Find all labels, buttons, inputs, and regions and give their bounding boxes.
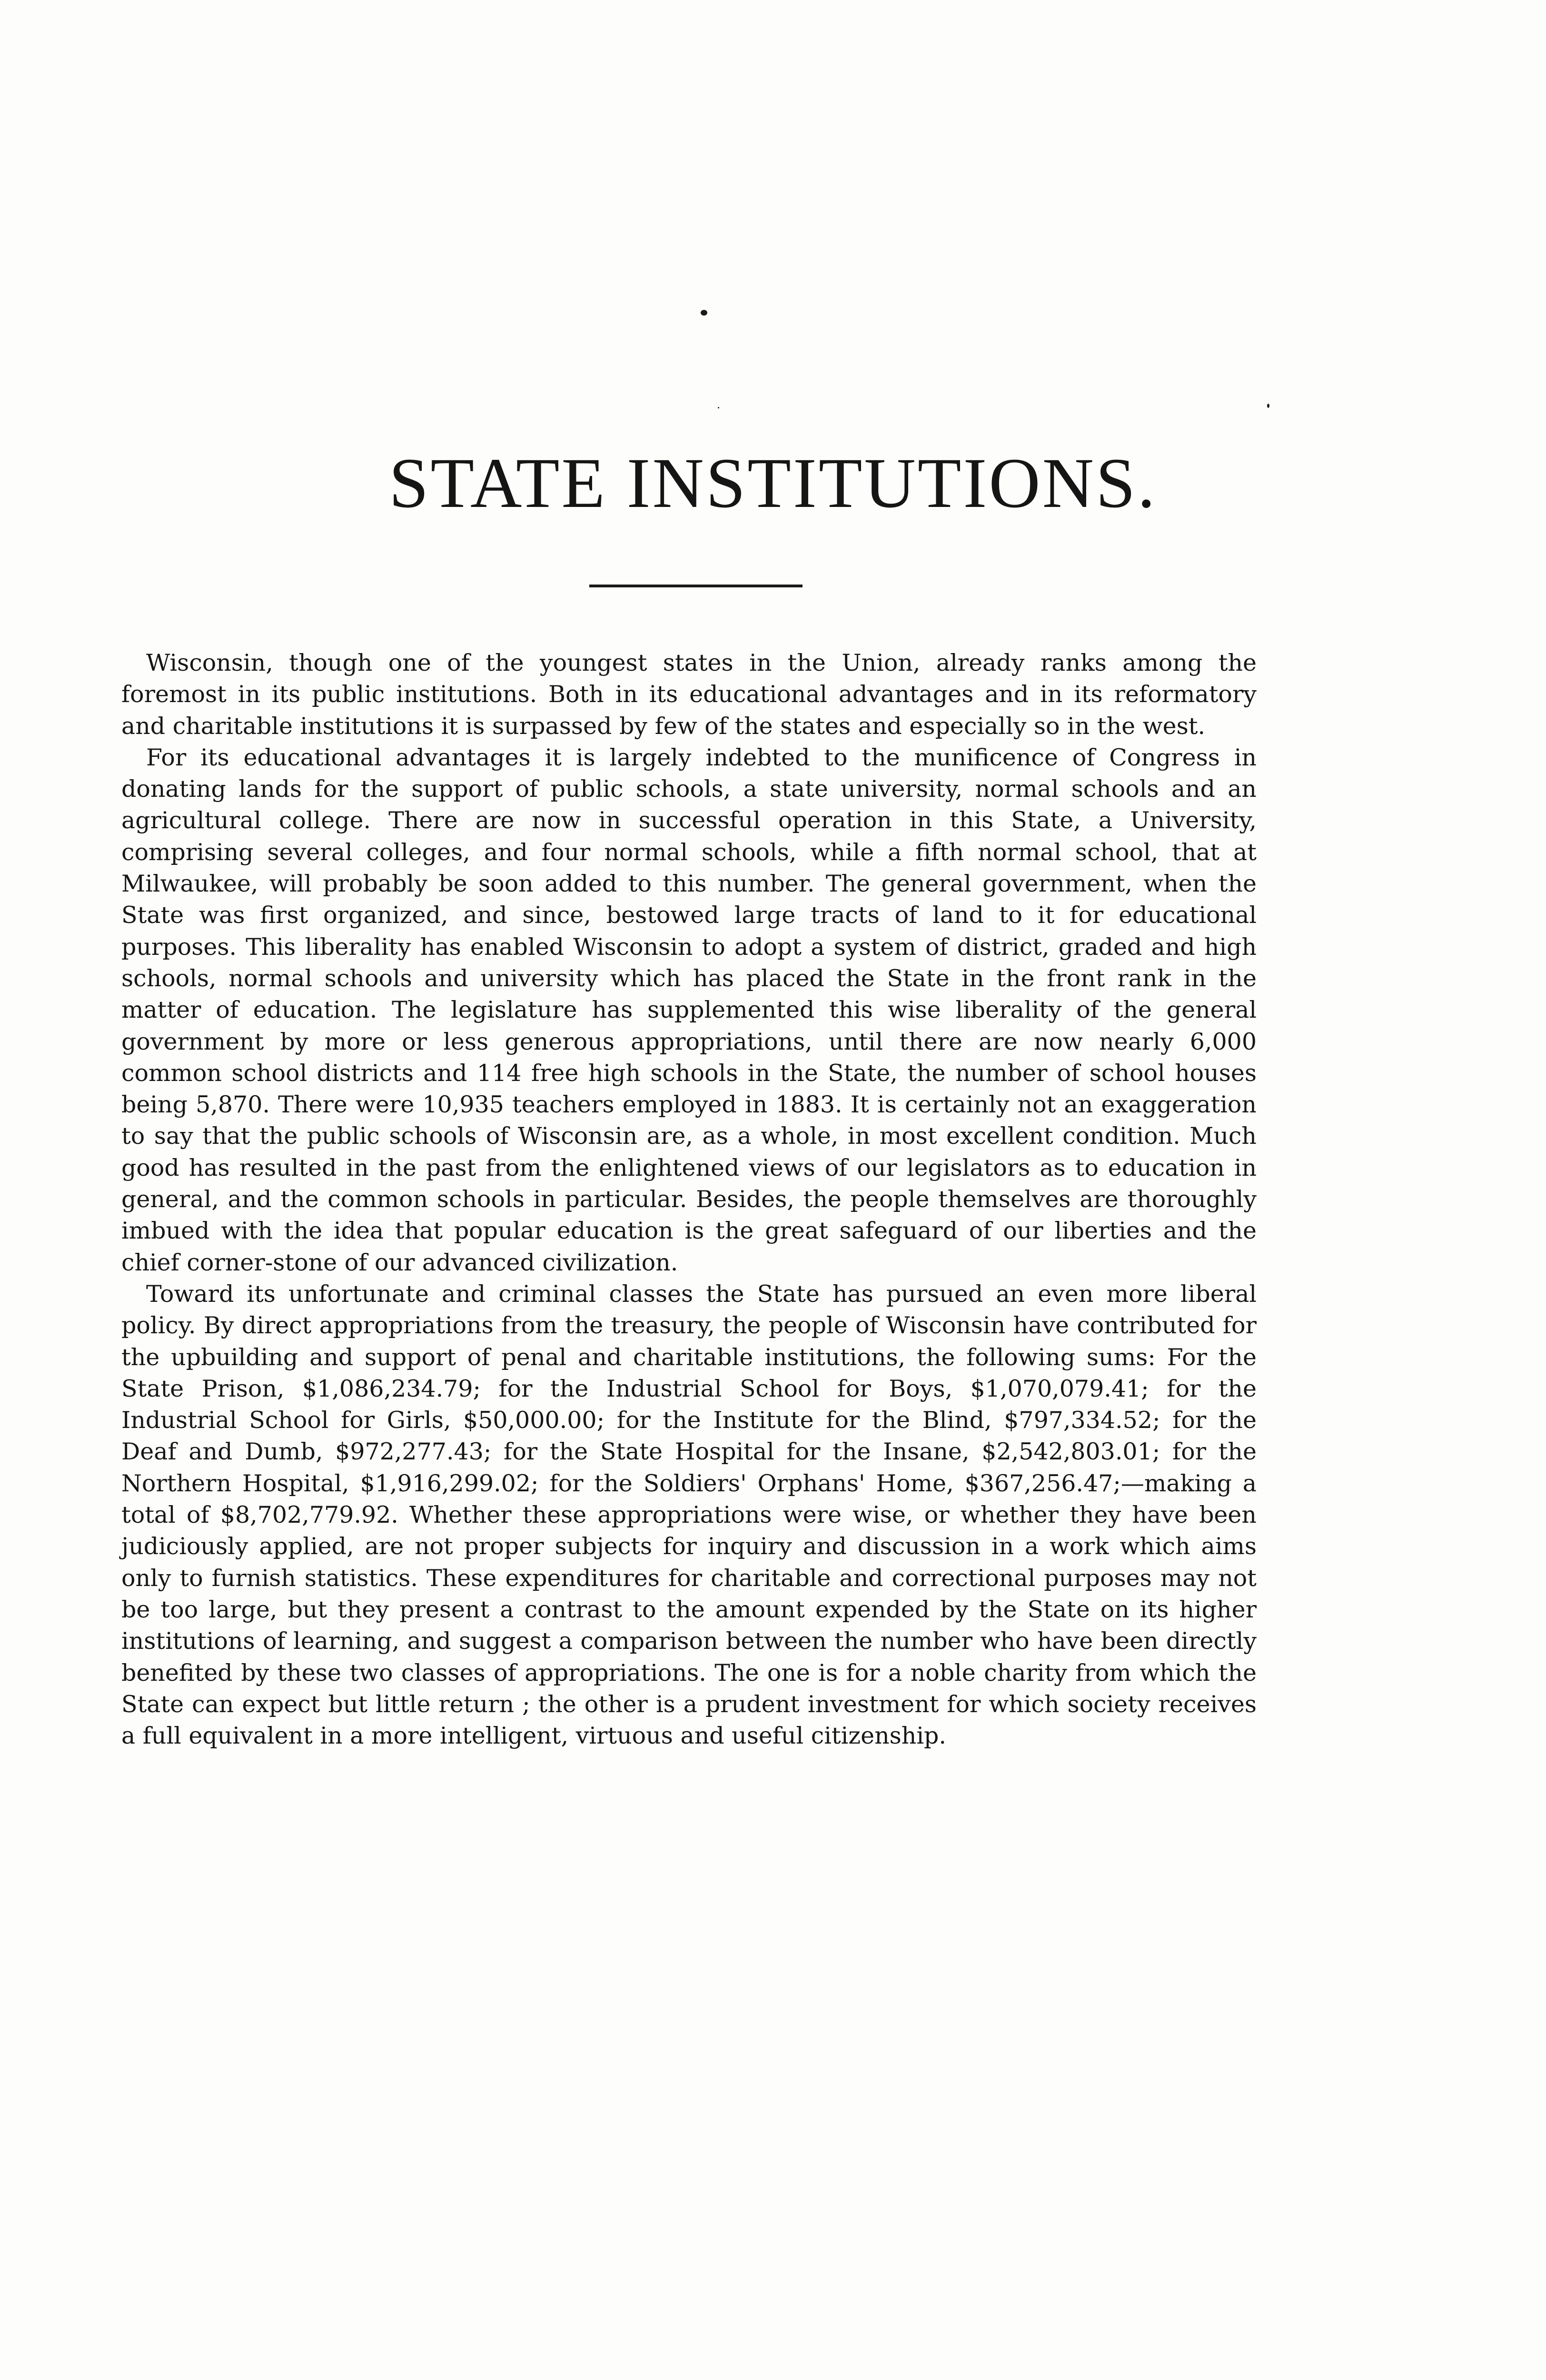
ink-speck-mark xyxy=(701,310,707,316)
paragraph-intro: Wisconsin, though one of the youngest states in the Union, already ranks among the foremost in its public institutions. Both in its educational advantages and in its reformatory and charitable institutions it is surpassed by few of the states and especially so in the west. xyxy=(121,649,1257,740)
page-title: STATE INSTITUTIONS. xyxy=(389,444,1157,523)
document-body xyxy=(121,647,1257,1752)
ink-speck-mark xyxy=(718,407,719,408)
title-divider-rule xyxy=(589,585,803,587)
paragraph-education: For its educational advantages it is largely indebted to the munificence of Congress in donating lands for the support of public schools, a state university, normal schools and an agricultural college. There are now in successful operation in this State, a University, comprising several colleges, and four normal schools, while a fifth normal school, that at Milwaukee, will probably be soon added to this number. The general government, when the State was first organized, and since, bestowed large tracts of land to it for educational purposes. This liberality has enabled Wisconsin to adopt a system of district, graded and high schools, normal schools and university which has placed the State in the front rank in the matter of education. The legislature has supplemented this wise liberality of the general government by more or less generous appropriations, until there are now nearly 6,000 common school districts and 114 free high schools in the State, the number of school houses being 5,870. There were 10,935 teachers employed in 1883. It is certainly not an exaggeration to say that the public schools of Wisconsin are, as a whole, in most excellent condition. Much good has resulted in the past from the enlightened views of our legislators as to education in general, and the common schools in particular. Besides, the people themselves are thoroughly imbued with the idea that popular education is the great safeguard of our liberties and the chief corner-stone of our advanced civilization. xyxy=(121,744,1257,1276)
ink-speck-mark xyxy=(1267,404,1269,408)
paragraph-appropriations: Toward its unfortunate and criminal classes the State has pursued an even more liberal policy. By direct appropriations from the treasury, the people of Wisconsin have contributed for the upbuilding and support of penal and charitable institutions, the following sums: For the State Prison, $1,086,234.79; for the Industrial School for Boys, $1,070,079.41; for the Industrial School for Girls, $50,000.00; for the Institute for the Blind, $797,334.52; for the Deaf and Dumb, $972,277.43; for the State Hospital for the Insane, $2,542,803.01; for the Northern Hospital, $1,916,299.02; for the Soldiers' Orphans' Home, $367,256.47;—making a total of $8,702,779.92. Whether these appropriations were wise, or whether they have been judiciously applied, are not proper subjects for inquiry and discussion in a work which aims only to furnish statistics. These expenditures for charitable and correctional purposes may not be too large, but they present a contrast to the amount expended by the State on its higher institutions of learning, and suggest a comparison between the number who have been directly benefited by these two classes of appropriations. The one is for a noble charity from which the State can expect but little return ; the other is a prudent investment for which society receives a full equivalent in a more intelligent, virtuous and useful citizenship. xyxy=(121,1280,1257,1750)
